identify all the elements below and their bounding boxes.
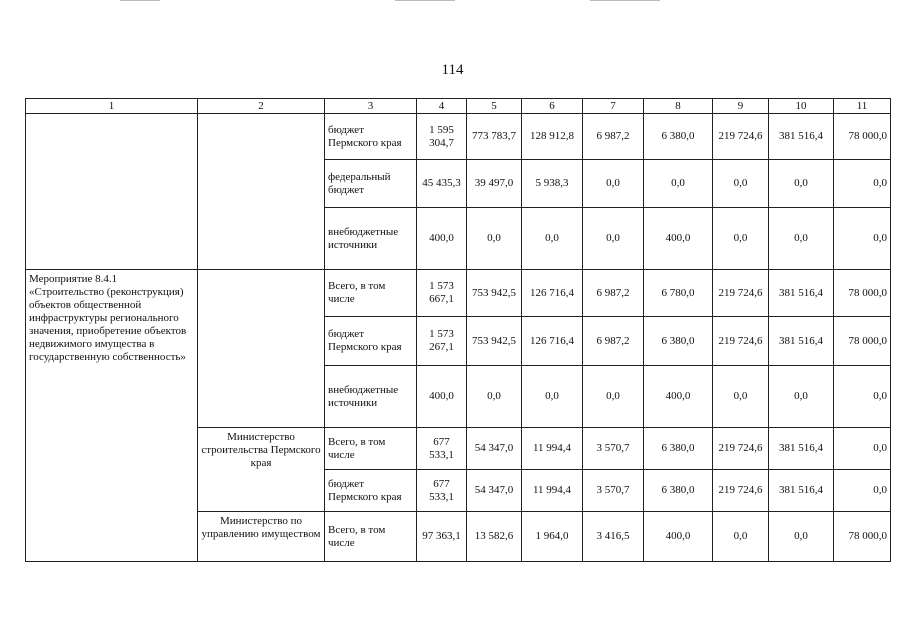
amount-cell: 6 987,2 [583,270,644,317]
amount-cell: 6 780,0 [644,270,713,317]
column-header: 11 [834,99,891,114]
amount-cell: 0,0 [713,512,769,562]
funding-source-cell: федеральный бюджет [325,160,417,208]
scan-artifact [395,0,455,1]
amount-cell: 677 533,1 [417,470,467,512]
executor-cell: Министерство по управлению имуществом [198,512,325,562]
amount-cell: 1 573 267,1 [417,317,467,366]
amount-cell: 126 716,4 [522,270,583,317]
amount-cell: 0,0 [583,160,644,208]
column-header: 4 [417,99,467,114]
funding-source-cell: Всего, в том числе [325,428,417,470]
amount-cell: 78 000,0 [834,114,891,160]
executor-cell [198,114,325,270]
column-header: 9 [713,99,769,114]
amount-cell: 0,0 [467,366,522,428]
amount-cell: 78 000,0 [834,317,891,366]
amount-cell: 0,0 [834,428,891,470]
amount-cell: 78 000,0 [834,512,891,562]
scan-artifact [590,0,660,1]
amount-cell: 0,0 [713,160,769,208]
amount-cell: 3 570,7 [583,470,644,512]
amount-cell: 6 380,0 [644,470,713,512]
table-row [26,270,891,317]
amount-cell: 0,0 [644,160,713,208]
amount-cell: 0,0 [713,208,769,270]
column-header: 3 [325,99,417,114]
amount-cell: 0,0 [834,160,891,208]
column-header: 7 [583,99,644,114]
amount-cell: 126 716,4 [522,317,583,366]
amount-cell: 6 987,2 [583,114,644,160]
amount-cell: 54 347,0 [467,470,522,512]
amount-cell: 6 380,0 [644,114,713,160]
amount-cell: 773 783,7 [467,114,522,160]
amount-cell: 219 724,6 [713,114,769,160]
amount-cell: 6 380,0 [644,317,713,366]
amount-cell: 5 938,3 [522,160,583,208]
amount-cell: 400,0 [644,208,713,270]
table-row [26,114,891,160]
amount-cell: 677 533,1 [417,428,467,470]
amount-cell: 219 724,6 [713,428,769,470]
amount-cell: 381 516,4 [769,317,834,366]
amount-cell: 0,0 [522,366,583,428]
amount-cell: 219 724,6 [713,470,769,512]
amount-cell: 13 582,6 [467,512,522,562]
amount-cell: 219 724,6 [713,317,769,366]
funding-source-cell: внебюджетные источники [325,366,417,428]
amount-cell: 1 964,0 [522,512,583,562]
amount-cell: 11 994,4 [522,470,583,512]
amount-cell: 0,0 [769,512,834,562]
event-cell: Мероприятие 8.4.1 «Строительство (реконструкция) объектов общественной инфраструктуры регионального значения, приобретение объектов недвижимого имущества в государственную собственность» [26,270,198,562]
column-header: 1 [26,99,198,114]
amount-cell: 0,0 [834,208,891,270]
funding-source-cell: Всего, в том числе [325,270,417,317]
amount-cell: 400,0 [644,512,713,562]
amount-cell: 3 570,7 [583,428,644,470]
table-header-row [26,99,891,114]
amount-cell: 54 347,0 [467,428,522,470]
amount-cell: 0,0 [769,160,834,208]
executor-cell: Министерство строительства Пермского края [198,428,325,512]
executor-cell [198,270,325,428]
event-cell [26,114,198,270]
amount-cell: 1 573 667,1 [417,270,467,317]
amount-cell: 381 516,4 [769,114,834,160]
amount-cell: 39 497,0 [467,160,522,208]
amount-cell: 400,0 [644,366,713,428]
amount-cell: 753 942,5 [467,317,522,366]
amount-cell: 78 000,0 [834,270,891,317]
amount-cell: 0,0 [713,366,769,428]
amount-cell: 0,0 [583,208,644,270]
column-header: 10 [769,99,834,114]
amount-cell: 0,0 [583,366,644,428]
amount-cell: 128 912,8 [522,114,583,160]
amount-cell: 6 987,2 [583,317,644,366]
amount-cell: 0,0 [769,366,834,428]
scan-artifact [120,0,160,1]
amount-cell: 0,0 [769,208,834,270]
amount-cell: 0,0 [522,208,583,270]
amount-cell: 0,0 [467,208,522,270]
amount-cell: 3 416,5 [583,512,644,562]
page-number: 114 [441,62,464,78]
funding-source-cell: бюджет Пермского края [325,114,417,160]
amount-cell: 0,0 [834,470,891,512]
amount-cell: 0,0 [834,366,891,428]
amount-cell: 97 363,1 [417,512,467,562]
amount-cell: 1 595 304,7 [417,114,467,160]
budget-table [25,98,891,562]
column-header: 5 [467,99,522,114]
amount-cell: 219 724,6 [713,270,769,317]
amount-cell: 6 380,0 [644,428,713,470]
amount-cell: 381 516,4 [769,470,834,512]
amount-cell: 400,0 [417,208,467,270]
amount-cell: 753 942,5 [467,270,522,317]
amount-cell: 45 435,3 [417,160,467,208]
column-header: 2 [198,99,325,114]
amount-cell: 400,0 [417,366,467,428]
funding-source-cell: Всего, в том числе [325,512,417,562]
funding-source-cell: внебюджетные источники [325,208,417,270]
amount-cell: 381 516,4 [769,270,834,317]
funding-source-cell: бюджет Пермского края [325,317,417,366]
amount-cell: 11 994,4 [522,428,583,470]
column-header: 6 [522,99,583,114]
amount-cell: 381 516,4 [769,428,834,470]
column-header: 8 [644,99,713,114]
funding-source-cell: бюджет Пермского края [325,470,417,512]
